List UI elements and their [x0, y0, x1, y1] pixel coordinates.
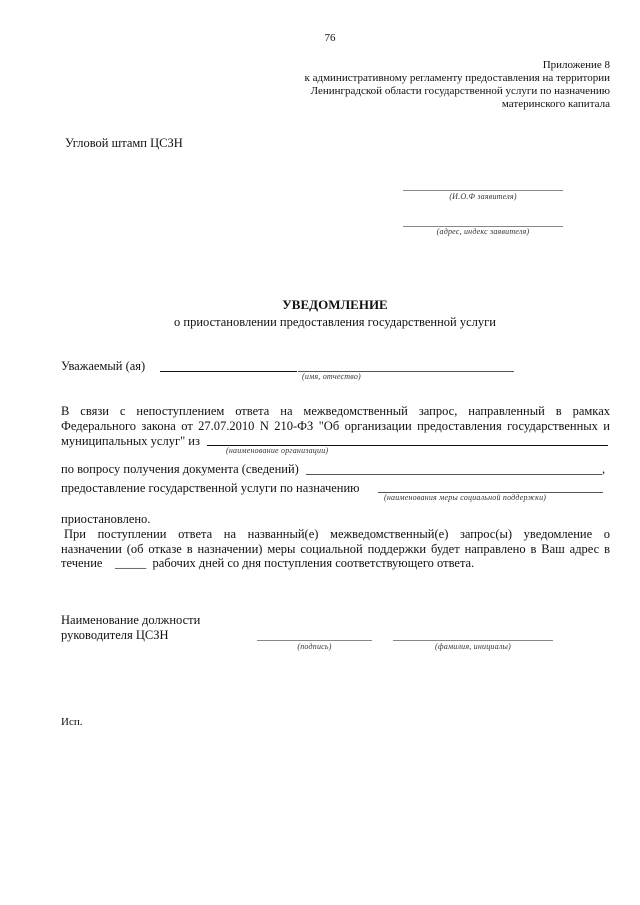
appendix-line-4: материнского капитала — [501, 98, 610, 110]
para2-term-rest: рабочих дней со дня поступления соответствующего ответа. — [152, 556, 475, 570]
signature-caption: (подпись) — [297, 642, 332, 651]
days-blank: _____ — [114, 556, 147, 570]
applicant-name-line — [403, 190, 563, 191]
organization-caption: (наименование организации) — [226, 446, 329, 455]
applicant-name-caption: (И.О.Ф заявителя) — [449, 192, 517, 201]
applicant-address-caption: (адрес, индекс заявителя) — [436, 227, 530, 236]
appendix-line-3: Ленинградской области государственной услуги по назначению — [310, 85, 610, 97]
document-subtitle: о приостановлении предоставления государственной услуги — [174, 315, 496, 329]
body-line-2: Федерального закона от 27.07.2010 N 210-ФЗ "Об организации предоставления государственных и — [61, 419, 610, 433]
body-line-1: В связи с непоступлением ответа на межведомственный запрос, направленный в рамках — [61, 404, 610, 418]
para2-line-1: При поступлении ответа на названный(е) межведомственный(е) запрос(ы) уведомление о — [64, 527, 610, 541]
appendix-line-1: Приложение 8 — [542, 59, 610, 71]
greeting-line-a — [160, 371, 297, 372]
appendix-line-2: к административному регламенту предоставления на территории — [304, 72, 610, 84]
para2-line-3 — [61, 556, 474, 571]
appendix-header — [250, 59, 610, 111]
greeting-label: Уважаемый (ая) — [61, 359, 146, 373]
signature-line — [257, 640, 372, 641]
service-label: предоставление государственной услуги по назначению — [61, 481, 360, 495]
question-line — [306, 474, 602, 475]
measure-caption: (наименования меры социальной поддержки) — [384, 493, 547, 502]
name-initials-line — [393, 640, 553, 641]
question-label: по вопросу получения документа (сведений) — [61, 462, 299, 476]
suspended-text: приостановлено. — [61, 512, 151, 526]
para2-line-2: назначении (об отказе в назначении) меры социальной поддержки будет направлено в Ваш адрес в — [61, 542, 610, 556]
para2-term-label: течение — [61, 556, 103, 570]
document-title: УВЕДОМЛЕНИЕ — [282, 297, 388, 312]
corner-stamp-label: Угловой штамп ЦСЗН — [65, 136, 183, 150]
name-initials-caption: (фамилия, инициалы) — [435, 642, 511, 651]
body-line-3-prefix: муниципальных услуг" из — [61, 434, 200, 448]
greeting-caption: (имя, отчество) — [302, 372, 361, 381]
executor-label: Исп. — [61, 716, 83, 728]
page-number: 76 — [324, 32, 336, 44]
question-comma: , — [602, 462, 606, 476]
position-title-line-1: Наименование должности — [61, 613, 201, 627]
position-title-line-2: руководителя ЦСЗН — [61, 628, 169, 642]
